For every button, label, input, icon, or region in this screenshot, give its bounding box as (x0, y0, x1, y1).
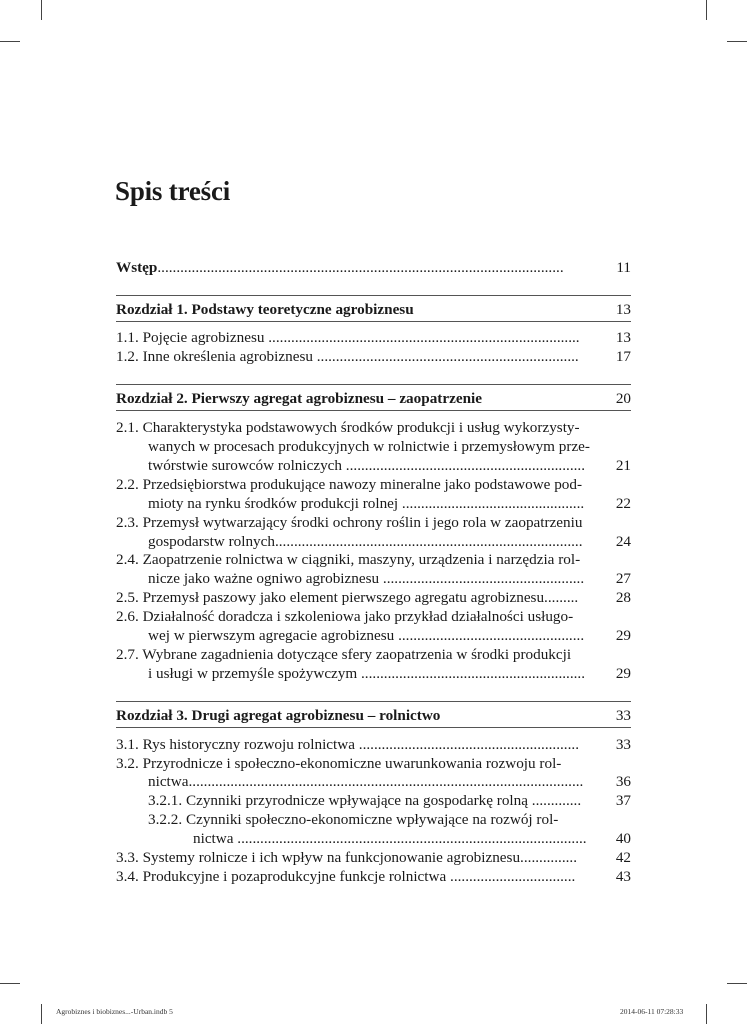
crop-mark (706, 0, 707, 20)
toc-intro-dots: ........................................................................................................... (157, 259, 564, 276)
toc-page-number: 29 (615, 665, 631, 682)
toc-chapter-1[interactable] (116, 300, 631, 320)
print-footer-left: Agrobiznes i biobiznes...-Urban.indb 5 (56, 1007, 173, 1016)
chapter-divider (116, 410, 631, 411)
chapter-divider (116, 727, 631, 728)
chapter-title: Rozdział 2. Pierwszy agregat agrobiznesu – zaopatrzenie (116, 390, 482, 407)
chapter-title: Rozdział 1. Podstawy teoretyczne agrobiznesu (116, 301, 414, 318)
toc-chapter-2[interactable] (116, 389, 631, 409)
print-footer-right: 2014-06-11 07:28:33 (620, 1007, 684, 1016)
toc-page-number: 22 (615, 495, 631, 512)
toc-page-number: 24 (615, 533, 631, 550)
toc-page-number: 21 (615, 457, 631, 474)
toc-entry-3-4[interactable]: 3.4. Produkcyjne i pozaprodukcyjne funkcje rolnictwa ................................. 43 (116, 868, 631, 885)
toc-page-number: 33 (615, 707, 631, 724)
toc-entry-2-5[interactable]: 2.5. Przemysł paszowy jako element pierwszego agregatu agrobiznesu......... 28 (116, 589, 631, 606)
toc-page-number: 29 (615, 627, 631, 644)
toc-page-number: 13 (615, 301, 631, 318)
toc-entry-3-3[interactable]: 3.3. Systemy rolnicze i ich wpływ na funkcjonowanie agrobiznesu............... 42 (116, 849, 631, 866)
toc-page-number: 11 (616, 259, 631, 276)
toc-page-number: 28 (615, 589, 631, 606)
toc-chapter-3[interactable] (116, 706, 631, 726)
crop-mark (41, 1004, 42, 1024)
chapter-divider (116, 321, 631, 322)
toc-entry-1-2[interactable]: 1.2. Inne określenia agrobiznesu ..................................................................... 17 (116, 348, 631, 365)
chapter-divider (116, 295, 631, 296)
chapter-divider (116, 701, 631, 702)
toc-entry-intro[interactable] (116, 258, 631, 278)
toc-page-number: 40 (615, 830, 631, 847)
chapter-divider (116, 384, 631, 385)
toc-page-number: 42 (615, 849, 631, 866)
toc-page-number: 36 (615, 773, 631, 790)
crop-mark (0, 41, 20, 42)
crop-mark (727, 41, 747, 42)
toc-page-number: 20 (615, 390, 631, 407)
crop-mark (706, 1004, 707, 1024)
crop-mark (0, 983, 20, 984)
toc-page-number: 43 (615, 868, 631, 885)
toc-page-number: 27 (615, 570, 631, 587)
toc-page-number: 13 (615, 329, 631, 346)
chapter-title: Rozdział 3. Drugi agregat agrobiznesu – rolnictwo (116, 707, 441, 724)
crop-mark (41, 0, 42, 20)
crop-mark (727, 983, 747, 984)
toc-intro-label: Wstęp (116, 259, 158, 276)
toc-entry-3-1[interactable]: 3.1. Rys historyczny rozwoju rolnictwa .......................................................... 33 (116, 736, 631, 753)
toc-page-number: 33 (615, 736, 631, 753)
page-title: Spis treści (115, 176, 231, 206)
toc-entry-1-1[interactable]: 1.1. Pojęcie agrobiznesu .................................................................................. 13 (116, 329, 631, 346)
toc-page-number: 17 (615, 348, 631, 365)
toc-entry-3-2-1[interactable]: 3.2.1. Czynniki przyrodnicze wpływające na gospodarkę rolną ............. 37 (148, 792, 631, 809)
toc-page-number: 37 (615, 792, 631, 809)
